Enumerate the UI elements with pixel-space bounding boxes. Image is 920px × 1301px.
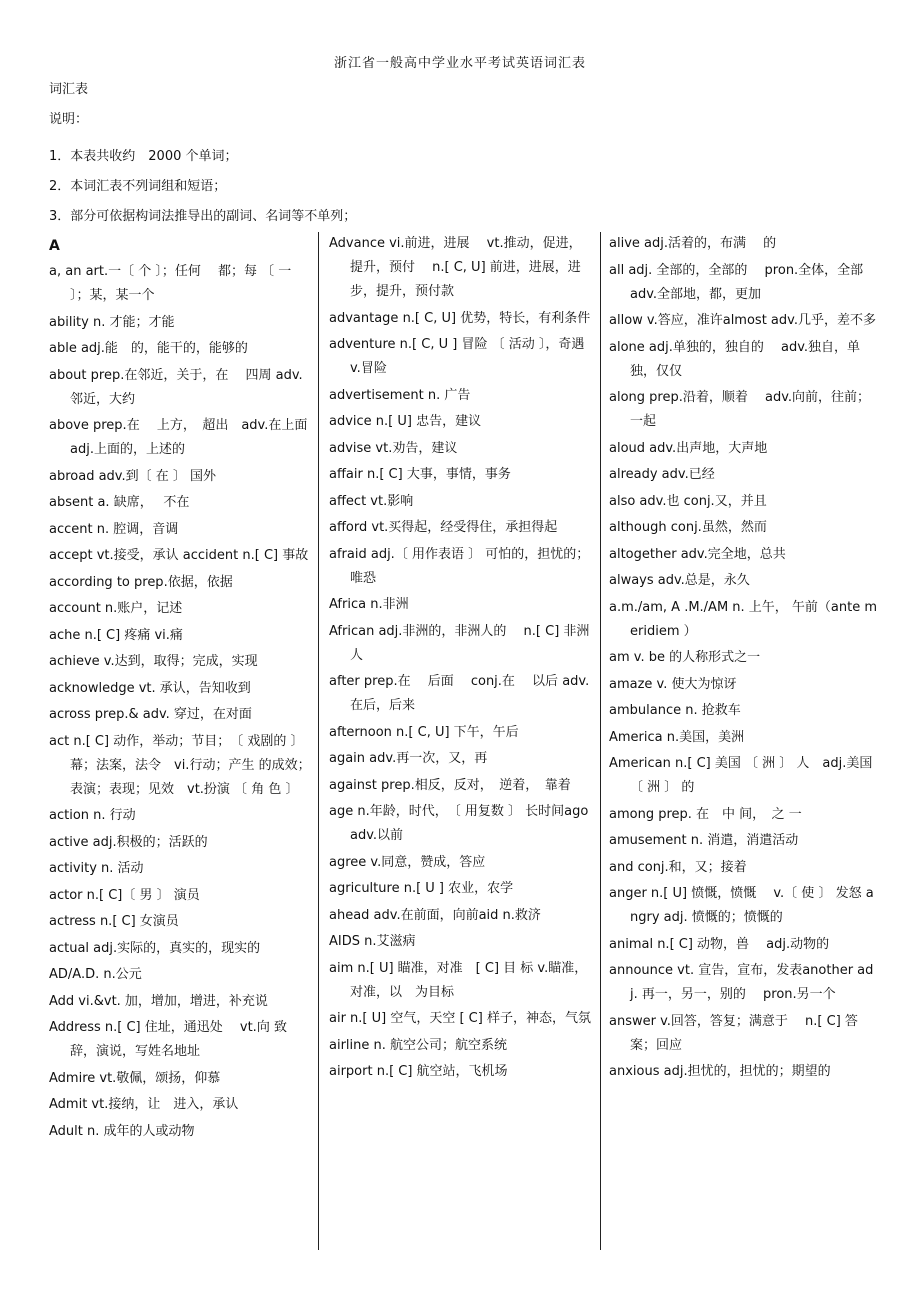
vocab-entry: a.m./am, A .M./AM n. 上午， 午前（ante meridiem ）: [609, 599, 878, 639]
vocab-entry: active adj.积极的；活跃的: [49, 834, 208, 850]
vocab-column-3: [609, 232, 879, 1087]
vocab-entry: aloud adv.出声地，大声地: [609, 440, 768, 456]
vocab-entry: although conj.虽然，然而: [609, 520, 767, 535]
vocab-entry: act n.[ C] 动作，举动；节目； 〔 戏剧的 〕 幕；法案，法令 vi.行动；产生 的成效；表演；表现；见效 vt.扮演 〔 角 色 〕: [49, 733, 311, 797]
vocab-entry: about prep.在邻近，关于，在 四周 adv.邻近，大约: [49, 367, 303, 407]
vocab-entry: answer v.回答，答复；满意于 n.[ C] 答案；回应: [609, 1013, 858, 1053]
vocab-entry: America n.美国，美洲: [609, 729, 745, 745]
note-item: 2．本词汇表不列词组和短语；: [49, 179, 227, 194]
column-divider: [318, 232, 319, 1250]
vocab-entry: acknowledge vt. 承认，告知收到: [49, 680, 251, 696]
vocab-entry: agriculture n.[ U ] 农业，农学: [329, 881, 514, 896]
vocab-entry: AIDS n.艾滋病: [329, 934, 416, 949]
vocab-entry: amaze v. 使大为惊讶: [609, 676, 737, 692]
vocab-entry: actress n.[ C] 女演员: [49, 914, 179, 929]
vocab-entry: action n. 行动: [49, 808, 136, 823]
vocab-entry: anxious adj.担忧的，担忧的；期望的: [609, 1064, 831, 1079]
vocab-entry: ahead adv.在前面，向前aid n.救济: [329, 907, 541, 923]
vocab-entry: again adv.再一次，又，再: [329, 751, 488, 766]
vocab-entry: all adj. 全部的，全部的 pron.全体，全部 adv.全部地，都，更加: [609, 262, 877, 302]
explanation-label: 说明：: [49, 112, 89, 127]
vocab-entry: Adult n. 成年的人或动物: [49, 1123, 195, 1139]
vocab-entry: among prep. 在 中 间， 之 一: [609, 806, 802, 822]
vocab-entry: alone adj.单独的，独自的 adv.独自，单独，仅仅: [609, 339, 861, 379]
vocab-entry: afford vt.买得起，经受得住，承担得起: [329, 520, 558, 535]
vocab-entry: able adj.能 的，能干的，能够的: [49, 341, 248, 356]
vocab-entry: achieve v.达到，取得；完成，实现: [49, 654, 258, 669]
vocab-entry: a, an art.一〔 个 〕；任何 都；每 〔 一 〕；某，某一个: [49, 264, 292, 303]
vocab-entry: Add vi.&vt. 加，增加，增进，补充说: [49, 993, 268, 1009]
vocab-entry: after prep.在 后面 conj.在 以后 adv. 在后，后来: [329, 674, 590, 713]
vocab-entry: ambulance n. 抢救车: [609, 703, 741, 718]
vocab-entry: American n.[ C] 美国 〔 洲 〕 人 adj.美国〔 洲 〕 的: [609, 756, 873, 795]
vocab-entry: Admit vt.接纳，让 进入，承认: [49, 1097, 239, 1112]
vocab-entry: agree v.同意，赞成，答应: [329, 854, 486, 870]
vocab-entry: according to prep.依据，依据: [49, 574, 233, 590]
vocab-entry: actual adj.实际的，真实的，现实的: [49, 940, 261, 956]
vocab-entry: aim n.[ U] 瞄准，对准 [ C] 目 标 v.瞄准，对准，以 为目标: [329, 960, 588, 1000]
vocab-column-2: [329, 232, 591, 1087]
vocab-entry: announce vt. 宣告，宣布，发表another adj. 再一，另一，别的 pron.另一个: [609, 963, 874, 1002]
note-item: 1．本表共收约 2000 个单词；: [49, 149, 238, 164]
vocab-entry: advertisement n. 广告: [329, 387, 471, 403]
note-item: 3．部分可依据构词法推导出的副词、名词等不单列；: [49, 209, 357, 224]
vocab-entry: adventure n.[ C, U ] 冒险 〔 活动 〕，奇遇 v.冒险: [329, 337, 585, 376]
vocab-entry: ability n. 才能；才能: [49, 314, 175, 330]
vocab-entry: am v. be 的人称形式之一: [609, 650, 761, 665]
vocab-entry: Admire vt.敬佩，颂扬，仰慕: [49, 1070, 221, 1086]
vocab-entry: allow v.答应，准许almost adv.几乎，差不多: [609, 313, 876, 328]
vocab-entry: airport n.[ C] 航空站，飞机场: [329, 1064, 508, 1079]
vocab-entry: age n.年龄，时代， 〔 用复数 〕 长时间ago adv.以前: [329, 804, 589, 843]
letter-heading: A: [49, 238, 60, 254]
vocab-column-1: [49, 232, 311, 1146]
vocab-entry: amusement n. 消遣，消遣活动: [609, 833, 799, 848]
vocab-entry: afraid adj.〔 用作表语 〕 可怕的，担忧的；唯恐: [329, 546, 590, 586]
vocab-entry: air n.[ U] 空气，天空 [ C] 样子，神态，气氛: [329, 1011, 591, 1026]
vocab-entry: also adv.也 conj.又，并且: [609, 493, 767, 509]
vocab-entry: affect vt.影响: [329, 493, 414, 509]
vocab-entry: abroad adv.到〔 在 〕 国外: [49, 468, 217, 484]
vocab-entry: accept vt.接受，承认 accident n.[ C] 事故: [49, 548, 309, 563]
vocab-entry: altogether adv.完全地，总共: [609, 546, 786, 562]
vocab-entry: ache n.[ C] 疼痛 vi.痛: [49, 627, 183, 643]
vocab-entry: always adv.总是，永久: [609, 573, 750, 588]
vocab-entry: above prep.在 上方， 超出 adv.在上面 adj.上面的，上述的: [49, 418, 308, 457]
vocab-entry: already adv.已经: [609, 467, 715, 482]
column-divider: [600, 232, 601, 1250]
vocab-entry: airline n. 航空公司；航空系统: [329, 1037, 508, 1053]
vocab-entry: AD/A.D. n.公元: [49, 967, 142, 982]
vocab-entry: advise vt.劝告，建议: [329, 440, 458, 456]
vocab-entry: afternoon n.[ C, U] 下午，午后: [329, 724, 519, 740]
vocab-entry: against prep.相反，反对， 逆着， 靠着: [329, 777, 571, 793]
vocab-entry: alive adj.活着的，布满 的: [609, 236, 777, 251]
vocab-entry: Advance vi.前进，进展 vt.推动，促进，提升，预付 n.[ C, U] 前进，进展，进步，提升，预付款: [329, 236, 582, 299]
vocab-entry: accent n. 腔调，音调: [49, 521, 179, 537]
vocab-entry: actor n.[ C]〔 男 〕 演员: [49, 887, 200, 903]
vocab-entry: activity n. 活动: [49, 861, 144, 876]
vocab-entry: Africa n.非洲: [329, 597, 409, 612]
vocab-entry: affair n.[ C] 大事，事情，事务: [329, 467, 511, 482]
vocab-entry: advice n.[ U] 忠告，建议: [329, 414, 482, 429]
vocab-entry: across prep.& adv. 穿过，在对面: [49, 707, 252, 722]
vocab-entry: and conj.和，又；接着: [609, 859, 747, 875]
vocab-entry: Address n.[ C] 住址，通迅处 vt.向 致辞，演说，写姓名地址: [49, 1020, 287, 1059]
vocab-entry: anger n.[ U] 愤慨，愤慨 v.〔 使 〕 发怒 angry adj. 愤慨的；愤慨的: [609, 886, 874, 925]
vocab-entry: absent a. 缺席， 不在: [49, 495, 190, 510]
vocab-entry: advantage n.[ C, U] 优势，特长，有利条件: [329, 310, 591, 326]
vocab-entry: African adj.非洲的，非洲人的 n.[ C] 非洲人: [329, 623, 590, 663]
vocab-entry: animal n.[ C] 动物，兽 adj.动物的: [609, 936, 830, 952]
section-heading: 词汇表: [49, 82, 89, 97]
vocab-entry: account n.账户，记述: [49, 601, 183, 616]
vocab-entry: along prep.沿着，顺着 adv.向前，往前；一起: [609, 390, 871, 429]
page-title: 浙江省一般高中学业水平考试英语词汇表: [333, 56, 586, 71]
